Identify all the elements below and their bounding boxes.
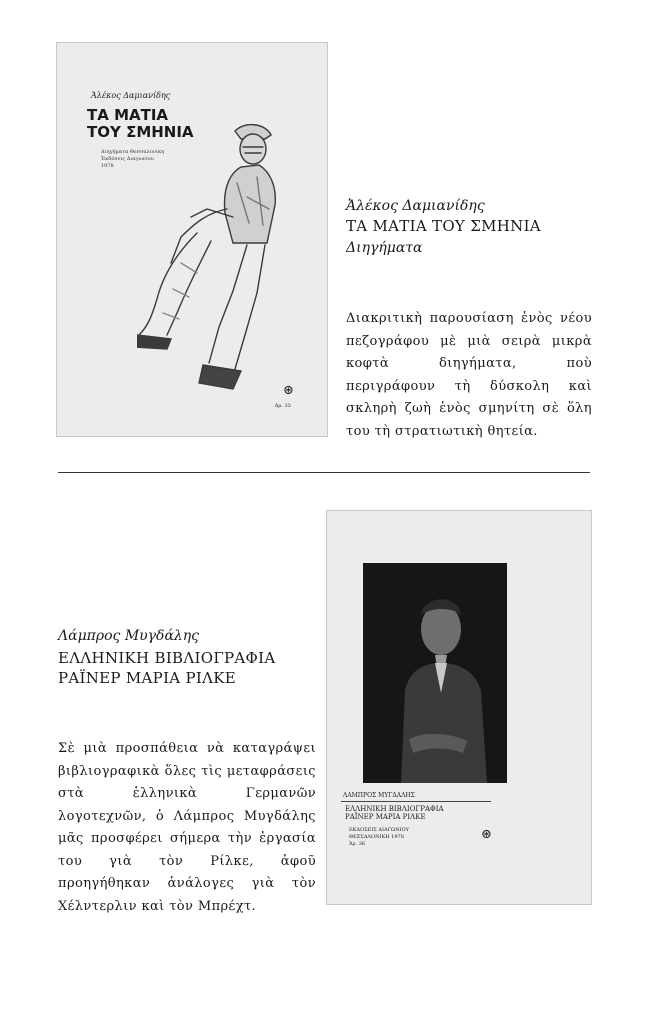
book2-title: ΕΛΛΗΝΙΚΗ ΒΙΒΛΙΟΓΡΑΦΙΑ ΡΑΪΝΕΡ ΜΑΡΙΑ ΡΙΛΚΕ: [58, 649, 276, 687]
cover-publisher: ΕΚΔΟΣΕΙΣ ΔΙΑΓΩΝΙΟΥ ΘΕΣΣΑΛΟΝΙΚΗ 1978 Ἀρ. 36: [349, 827, 409, 847]
book2-description: Σὲ μιὰ προσπάθεια νὰ καταγράψει βιβλιογραφικὰ ὅλες τὶς μεταφράσεις στὰ ἑλληνικὰ Γερμανῶν λογοτεχνῶν, ὁ Λάμπρος Μυγδάλης μᾶς προσφέρει σήμερα τὴν ἐργασία του γιὰ τὸν Ρίλκε, ἀφοῦ προηγήθηκαν ἀνάλογες γιὰ τὸν Χέλντερλιν καὶ τὸν Μπρέχτ.: [58, 741, 316, 914]
book1-description: Διακριτικὴ παρουσίαση ἑνὸς νέου πεζογράφου μὲ μιὰ σειρὰ μικρὰ κοφτὰ διηγήματα, ποὺ περιγράφουν τὴ δύσκολη καὶ σκληρὴ ζωὴ ἑνὸς σμηνίτη σὲ ὅλη του τὴ στρατιωτικὴ θητεία.: [346, 311, 592, 439]
cover-rule: [341, 801, 491, 802]
cover-author: Ἀλέκος Δαμιανίδης: [91, 91, 171, 100]
section-divider: [58, 472, 590, 473]
book-cover-damianidis: [56, 42, 328, 437]
book1-subtitle: Διηγήματα: [346, 240, 423, 256]
cover-title-line2: ΡΑΪΝΕΡ ΜΑΡΙΑ ΡΙΛΚΕ: [345, 813, 426, 821]
cover-publisher: Διηγήματα Θεσσαλονίκη Ἐκδόσεις Διαγωνίου 1978: [101, 149, 165, 169]
book1-author: Ἀλέκος Δαμιανίδης: [346, 198, 485, 214]
cover-title-line1: ΕΛΛΗΝΙΚΗ ΒΙΒΛΙΟΓΡΑΦΙΑ: [345, 805, 444, 813]
cover-author: ΛΑΜΠΡΟΣ ΜΥΓΔΑΛΗΣ: [343, 792, 415, 799]
publisher-logo-icon: ⊛: [283, 383, 294, 398]
cover-title: ΤΑ ΜΑΤΙΑ ΤΟΥ ΣΜΗΝΙΑ: [87, 106, 194, 141]
book1-title: ΤΑ ΜΑΤΙΑ ΤΟΥ ΣΜΗΝΙΑ: [346, 217, 541, 235]
book-cover-mygdalis: [326, 510, 592, 905]
publisher-logo-icon: ⊛: [481, 827, 492, 842]
seated-soldier-sketch: [137, 113, 287, 413]
portrait-figure: [363, 563, 507, 783]
rilke-portrait-photo: [363, 563, 507, 783]
book2-author: Λάμπρος Μυγδάλης: [58, 628, 200, 644]
series-number: ἀρ. 33: [275, 403, 291, 409]
